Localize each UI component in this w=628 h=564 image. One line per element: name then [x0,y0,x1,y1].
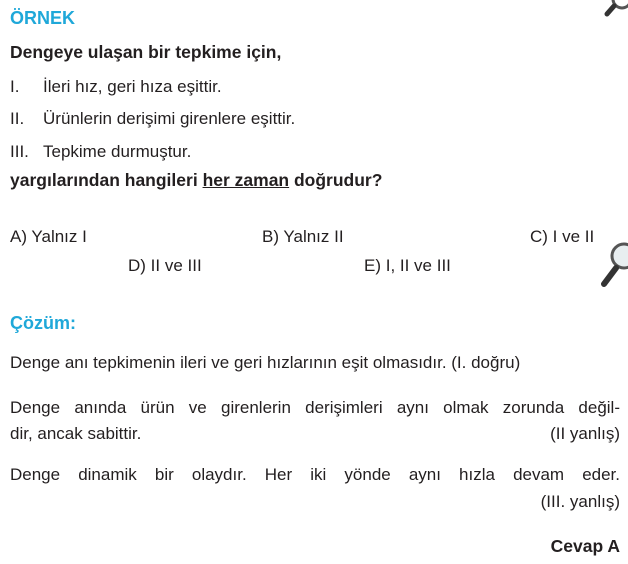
option-e[interactable]: E) I, II ve III [364,256,451,275]
solution-heading: Çözüm: [10,313,76,333]
option-c[interactable]: C) I ve II [530,227,595,246]
magnifier-icon [596,238,628,290]
question-prefix: yargılarından hangileri [10,170,203,190]
answer-label: Cevap A [550,536,620,556]
question-suffix: doğrudur? [289,170,383,190]
solution-note-3: (III. yanlış) [540,492,620,511]
statement-number: II. [10,109,25,128]
statement-number: I. [10,77,20,96]
solution-line-2b: dir, ancak sabittir. [10,424,142,443]
statement-number: III. [10,142,29,161]
statement-text: Ürünlerin derişimi girenlere eşittir. [43,109,296,128]
magnifier-icon [604,0,628,20]
statement-text: Tepkime durmuştur. [43,142,192,161]
option-a[interactable]: A) Yalnız I [10,227,87,246]
example-heading: ÖRNEK [10,8,76,28]
statement-3 [10,142,191,162]
solution-line-3: Denge dinamik bir olaydır. Her iki yönde aynı hızla devam eder. [10,465,620,484]
solution-note-2: (II yanlış) [550,424,620,443]
solution-line-2a: Denge anında ürün ve girenlerin derişimleri aynı olmak zorunda değil- [10,398,620,417]
question-stem: Dengeye ulaşan bir tepkime için, [10,42,282,62]
question-line [10,170,382,191]
statement-1 [10,77,222,97]
question-emphasis: her zaman [202,170,290,190]
statement-text: İleri hız, geri hıza eşittir. [43,77,222,96]
option-b[interactable]: B) Yalnız II [262,227,344,246]
solution-line-1: Denge anı tepkimenin ileri ve geri hızlarının eşit olmasıdır. (I. doğru) [10,353,521,372]
statement-2 [10,109,295,129]
option-d[interactable]: D) II ve III [128,256,202,275]
